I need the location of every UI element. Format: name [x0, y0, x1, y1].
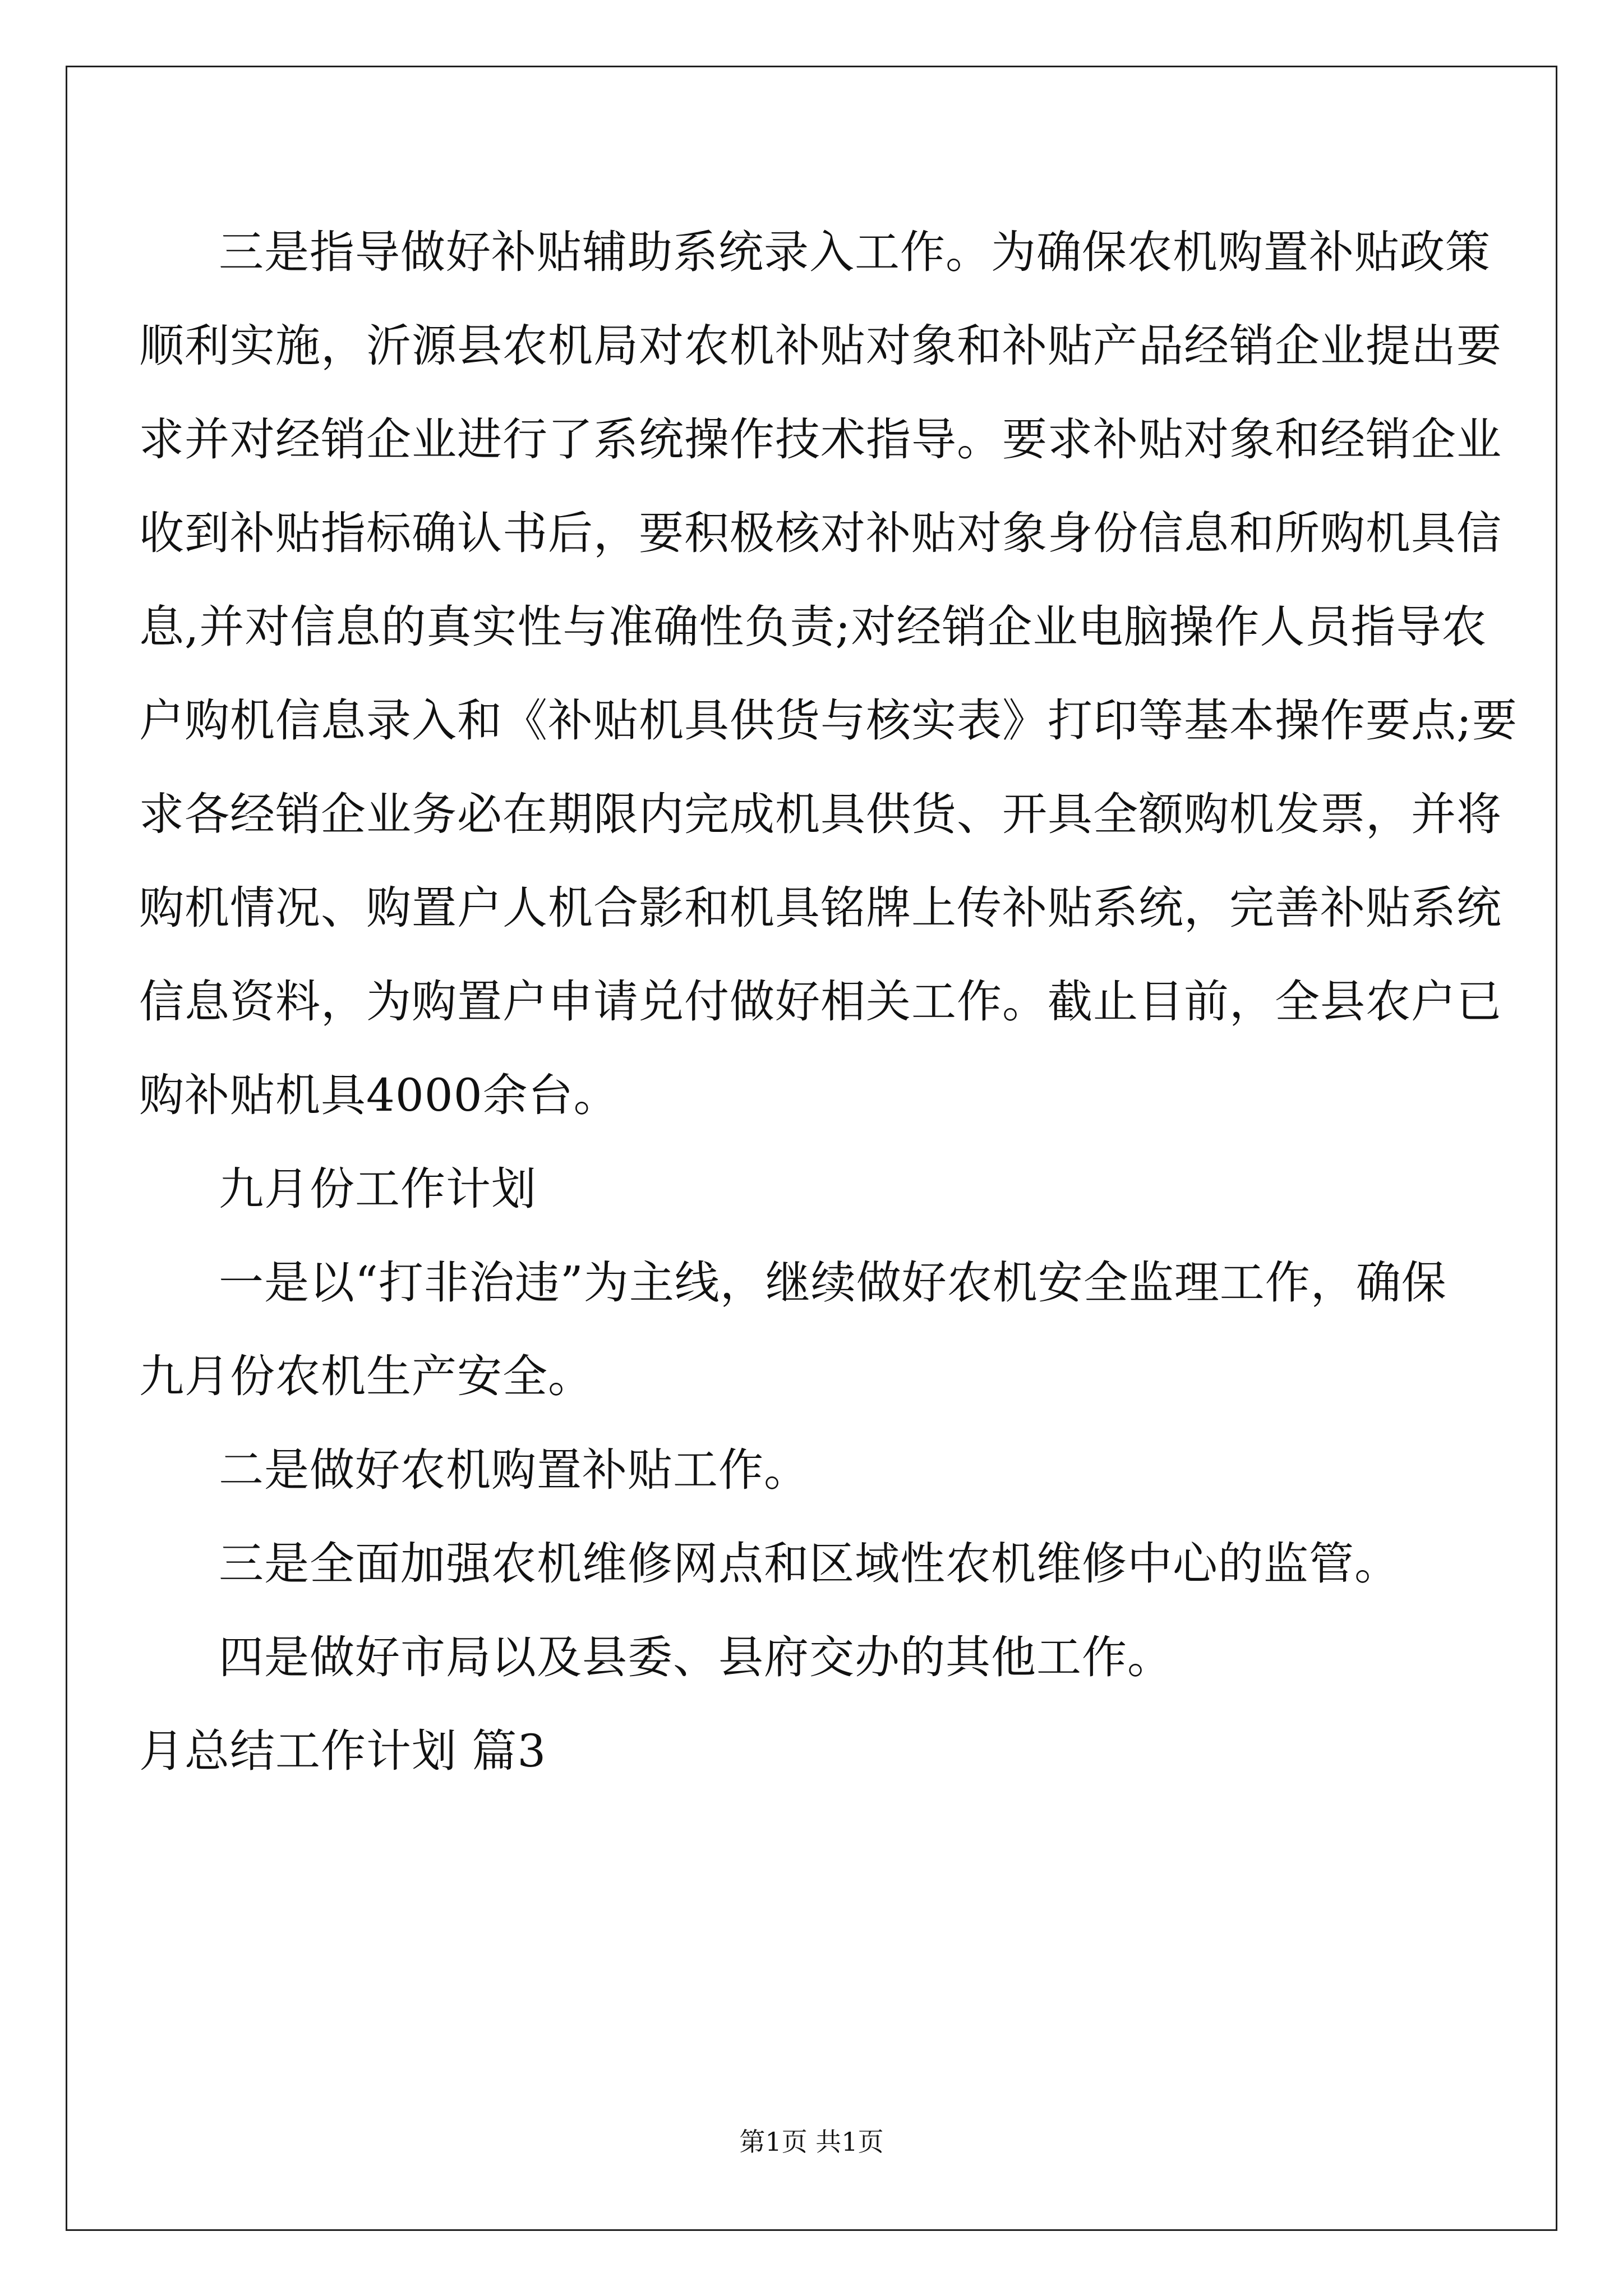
- plan-heading: 九月份工作计划: [219, 1163, 537, 1215]
- paragraph-line: 顺利实施，沂源县农机局对农机补贴对象和补贴产品经销企业提出要: [139, 320, 1502, 372]
- paragraph-line: 求各经销企业务必在期限内完成机具供货、开具全额购机发票，并将: [139, 788, 1502, 840]
- paragraph-line: 二是做好农机购置补贴工作。: [219, 1444, 809, 1496]
- paragraph-line: 息,并对信息的真实性与准确性负责;对经销企业电脑操作人员指导农: [139, 601, 1487, 653]
- paragraph-line: 九月份农机生产安全。: [139, 1350, 593, 1402]
- paragraph-line: 信息资料，为购置户申请兑付做好相关工作。截止目前，全县农户已: [139, 976, 1502, 1028]
- paragraph-line: 三是指导做好补贴辅助系统录入工作。为确保农机购置补贴政策: [219, 226, 1491, 278]
- page-border: [66, 66, 1557, 2231]
- section-heading: 月总结工作计划 篇3: [139, 1725, 547, 1777]
- paragraph-line: 购机情况、购置户人机合影和机具铭牌上传补贴系统，完善补贴系统: [139, 882, 1502, 934]
- paragraph-line: 求并对经销企业进行了系统操作技术指导。要求补贴对象和经销企业: [139, 413, 1502, 466]
- paragraph-line: 三是全面加强农机维修网点和区域性农机维修中心的监管。: [219, 1538, 1400, 1590]
- paragraph-line: 一是以“打非治违”为主线，继续做好农机安全监理工作，确保: [219, 1257, 1447, 1309]
- page-footer: 第1页 共1页: [739, 2127, 884, 2157]
- paragraph-line: 户购机信息录入和《补贴机具供货与核实表》打印等基本操作要点;要: [139, 694, 1518, 747]
- paragraph-line: 购补贴机具4000余台。: [139, 1069, 619, 1121]
- paragraph-line: 四是做好市局以及县委、县府交办的其他工作。: [219, 1631, 1173, 1683]
- paragraph-line: 收到补贴指标确认书后，要积极核对补贴对象身份信息和所购机具信: [139, 507, 1502, 559]
